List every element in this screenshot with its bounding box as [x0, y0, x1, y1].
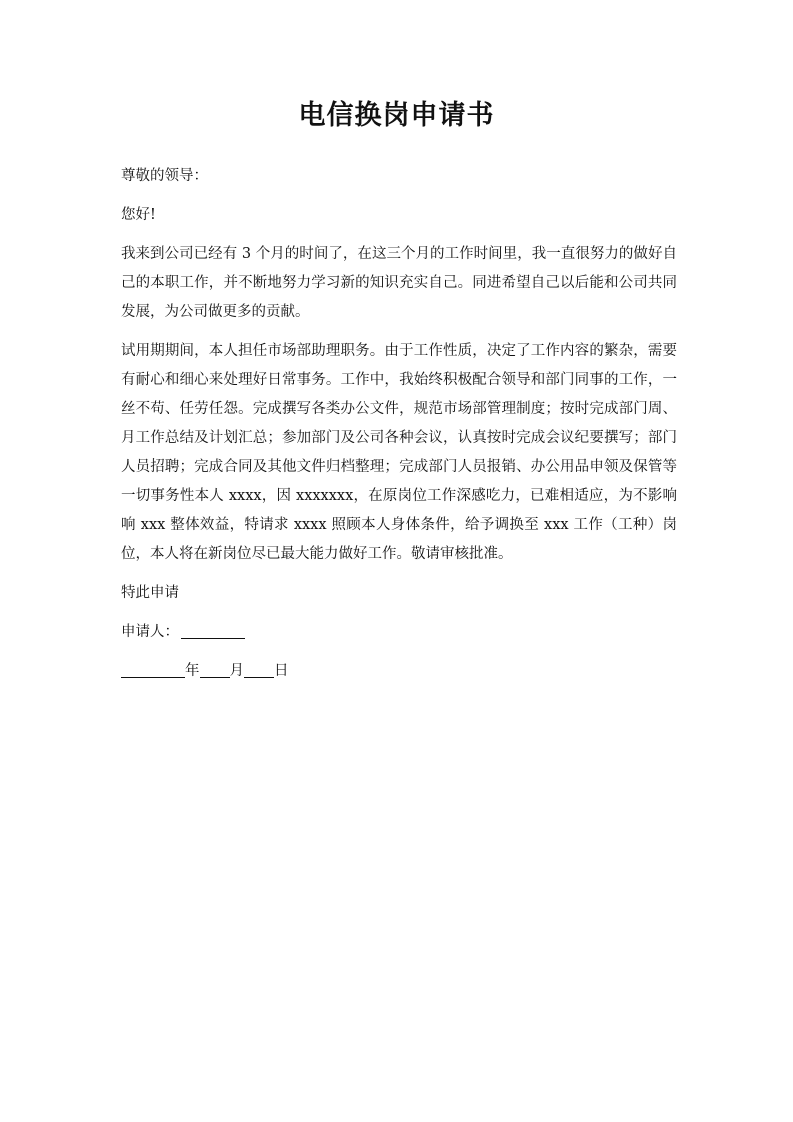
closing-text: 特此申请 [121, 585, 179, 601]
month-blank [200, 659, 230, 678]
greeting: 您好! [121, 207, 156, 223]
document-title: 电信换岗申请书 [298, 100, 495, 131]
salutation: 尊敬的领导： [121, 168, 208, 184]
date-line [121, 657, 677, 686]
applicant-blank [181, 620, 245, 639]
body-paragraph-2: 试用期期间，本人担任市场部助理职务。由于工作性质，决定了工作内容的繁杂，需要有耐心和细心来处理好日常事务。工作中，我始终积极配合领导和部门同事的工作，一丝不苟、任劳任怨。完成撰写各类办公文件，规范市场部管理制度；按时完成部门周、月工作总结及计划汇总；参加部门及公司各种会议，认真按时完成会议纪要撰写；部门人员招聘；完成合同及其他文件归档整理；完成部门人员报销、办公用品申领及保管等一切事务性本人 xxxx，因 xxxxxxx，在原岗位工作深感吃力，已难相适应，为不影响响 xxx 整体效益，特请求 xxxx 照顾本人身体条件，给予调换至 xxx 工作（工种）岗位，本人将在新岗位尽已最大能力做好工作。敬请审核批准。 [121, 343, 677, 562]
day-label: 日 [274, 663, 289, 679]
month-label: 月 [229, 663, 244, 679]
body-paragraph-1: 我来到公司已经有 3 个月的时间了，在这三个月的工作时间里，我一直很努力的做好自己的本职工作，并不断地努力学习新的知识充实自己。同进希望自己以后能和公司共同发展，为公司做更多的贡献。 [121, 246, 677, 320]
applicant-line [121, 618, 677, 647]
year-label: 年 [185, 663, 200, 679]
year-blank [121, 659, 185, 678]
document-body [121, 162, 677, 696]
day-blank [244, 659, 274, 678]
applicant-label: 申请人： [121, 624, 179, 640]
